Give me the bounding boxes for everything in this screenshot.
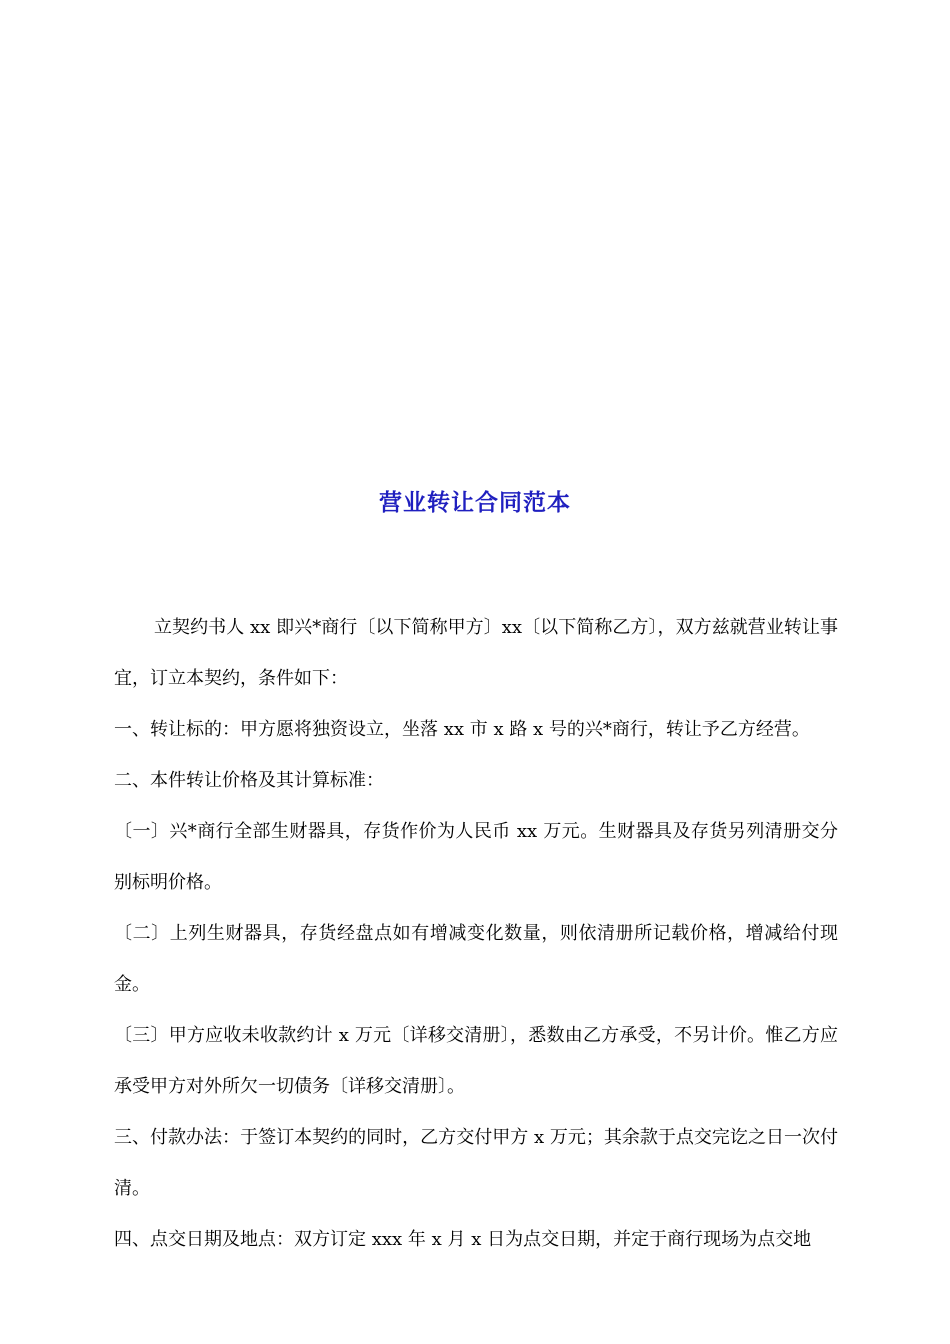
intro-paragraph: 立契约书人 xx 即兴*商行〔以下简称甲方〕xx〔以下简称乙方〕，双方兹就营业转让事宜，订立本契约，条件如下： (114, 617, 838, 689)
document-body (114, 602, 838, 1265)
clause-1-paragraph: 一、转让标的：甲方愿将独资设立，坐落 xx 市 x 路 x 号的兴*商行，转让予乙方经营。 (114, 719, 810, 740)
clause-2-item-2: 〔二〕上列生财器具，存货经盘点如有增减变化数量，则依清册所记载价格，增减给付现金。 (114, 923, 838, 995)
clause-3-paragraph: 三、付款办法：于签订本契约的同时，乙方交付甲方 x 万元；其余款于点交完讫之日一次付清。 (114, 1127, 838, 1199)
document-title: 营业转让合同范本 (379, 490, 571, 516)
clause-2-item-1: 〔一〕兴*商行全部生财器具，存货作价为人民币 xx 万元。生财器具及存货另列清册交分别标明价格。 (114, 821, 838, 893)
clause-2-heading: 二、本件转让价格及其计算标准： (114, 770, 384, 791)
clause-4-paragraph: 四、点交日期及地点：双方订定 xxx 年 x 月 x 日为点交日期，并定于商行现场为点交地 (114, 1229, 812, 1250)
clause-2-item-3: 〔三〕甲方应收未收款约计 x 万元〔详移交清册〕，悉数由乙方承受，不另计价。惟乙方应承受甲方对外所欠一切债务〔详移交清册〕。 (114, 1025, 838, 1097)
